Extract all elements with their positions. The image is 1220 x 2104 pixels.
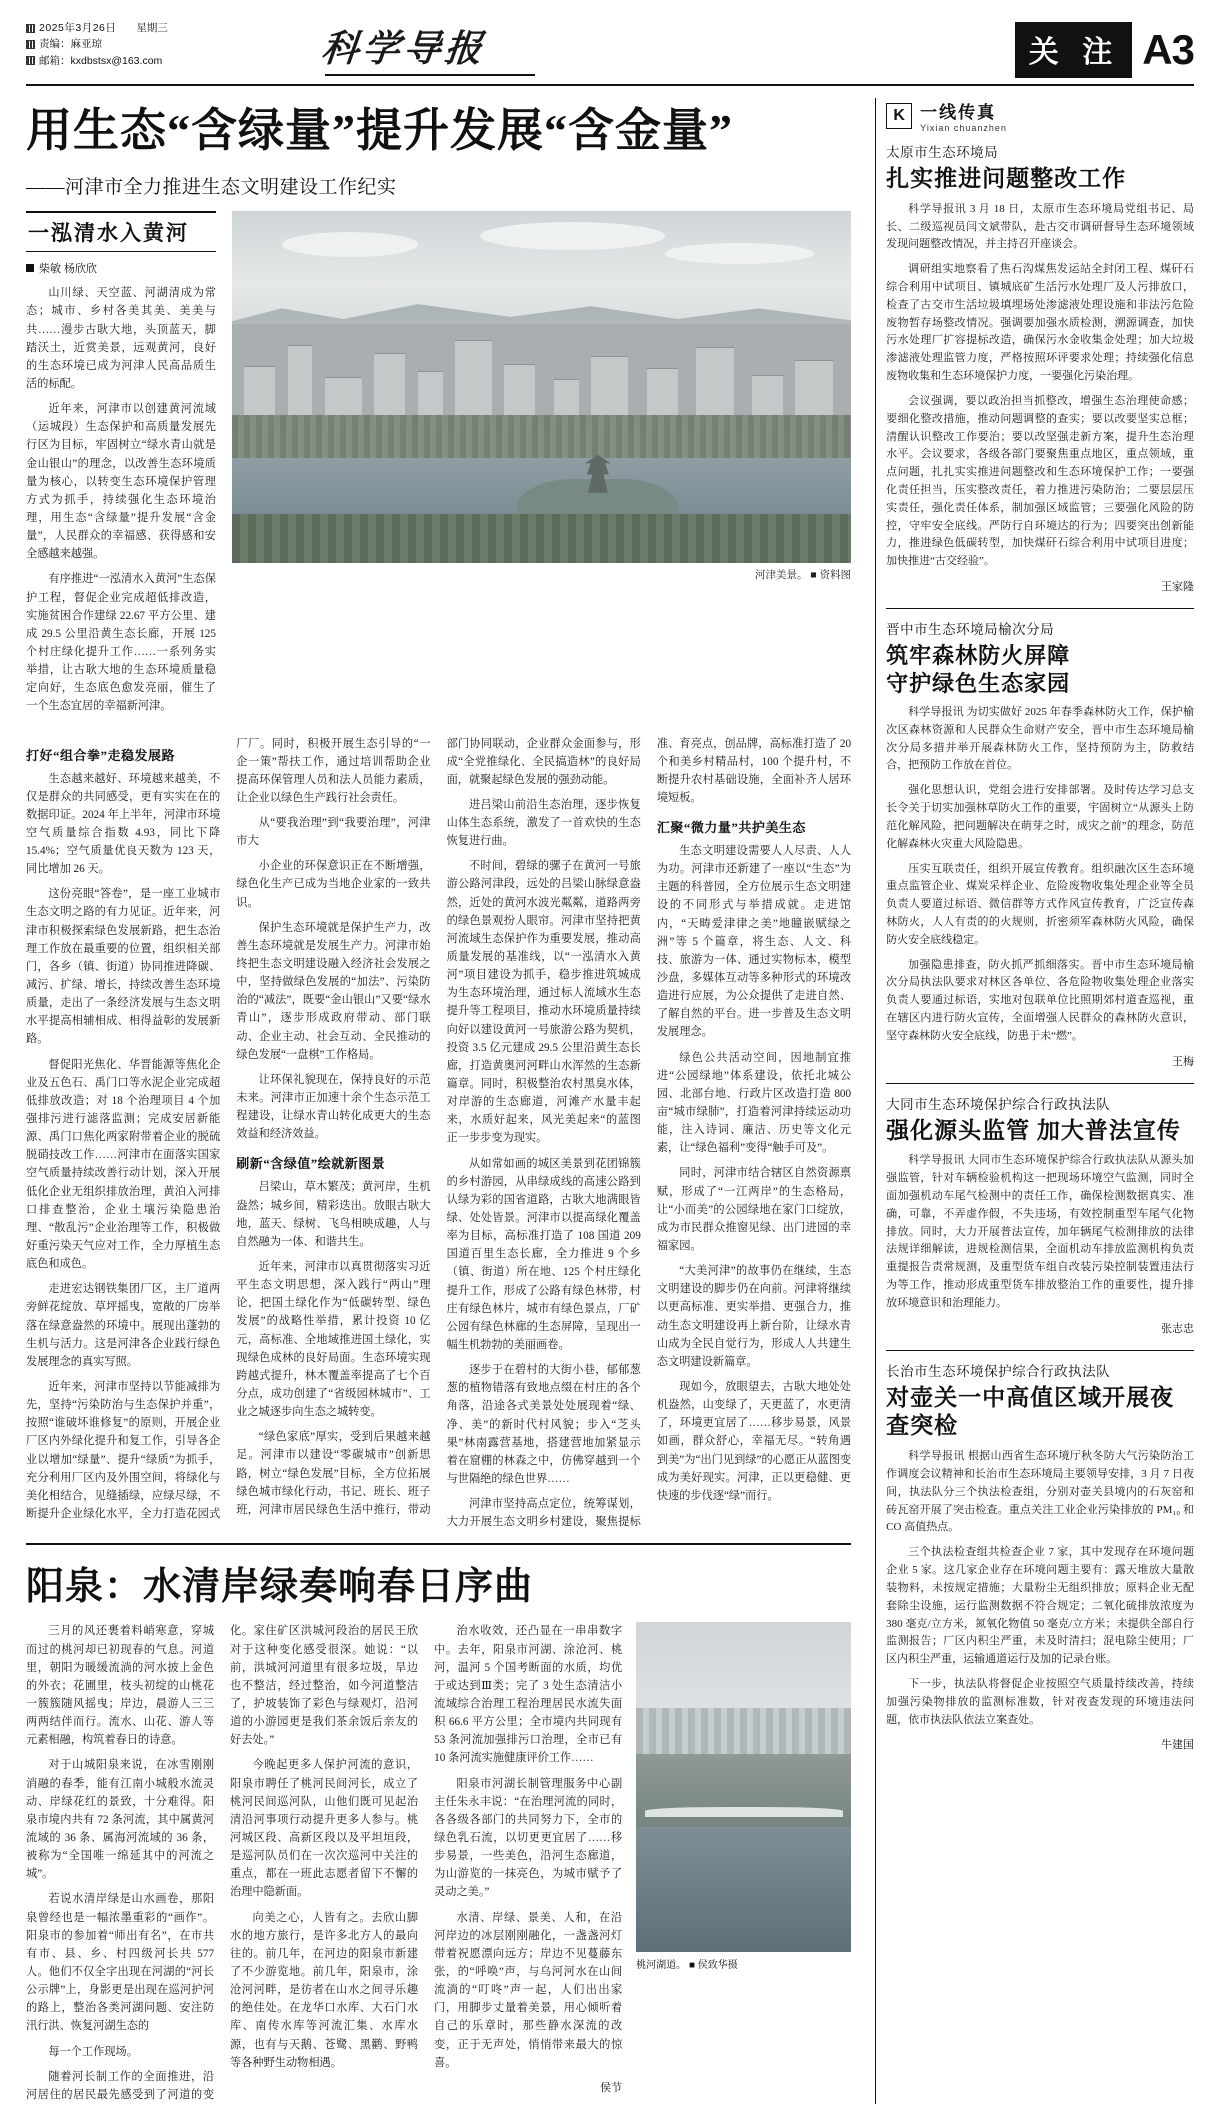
body-paragraph: 从“要我治理”到“我要治理”，河津市大 [236,817,431,848]
rail-item-title: 强化源头监管 加大普法宣传 [886,1117,1181,1143]
rail-paragraph: 科学导报讯 根据山西省生态环境厅秋冬防大气污染防治工作调度会议精神和长治市生态环境局主要领导安排，3 月 7 日夜间，执法队分三个执法检查组，分别对壶关县境内的石灰窑和砖瓦窑开展了突击检查。重点关注工业企业污染排放的 PM₁₀ 和 CO 高值热点。 [886,1450,1194,1534]
barcode-icon-2 [26,40,35,49]
column-divider [875,98,876,2104]
masthead-date-row [26,20,276,36]
bottom-article-columns [26,1622,622,2104]
lead-text-column [26,211,216,722]
rail-paragraph: 三个执法检查组共检查企业 7 家，其中发现存在环境问题企业 5 家。这几家企业存在环境问题主要有：露天堆放大量散装物料，未按规定措施；大量粉尘无组织排放；原料企业无配套除尘设施，运行监测数据不符合规定；二氧化硫排放浓度为 380 毫克/立方米，氮氧化物值 50 毫克/立方米；未提供全部自行监测报告；厂区内积尘严重，未及时清扫；混电除尘使用；厂区内积尘严重，运输通道运行及加的记录台账。 [886,1546,1194,1666]
bottom-photo-caption: 桃河湖道。 ■ 侯致华摄 [636,1960,738,1972]
body-paragraph: 对于山城阳泉来说，在冰雪刚刚消融的春季，能有江南小城般水流灵动、岸绿花红的景致，十分难得。阳泉市境内共有 72 条河流，其中属黄河流域的 36 条、属海河流域的 36 条，被称为“全国唯一绵延其中的河流之城”。 [26,1759,215,1881]
main-column [26,98,865,2104]
bottom-photo [636,1622,851,1952]
rail-item [886,141,1194,594]
bottom-photo-block [636,1622,851,2104]
body-paragraph: 生态越来越好、环境越来越美，不仅是群众的共同感受，更有实实在在的数据印证。2024 年上半年，河津市环境空气质量综合指数 4.93，同比下降 15.4%；空气质量优良天数为 123 天，同比增加 26 天。 [26,772,221,876]
photo2-skyline [636,1708,851,1754]
body-paragraph: 生态文明建设需要人人尽责、人人为功。河津市还新建了一座以“生态”为主题的科普园，全方位展示生态文明建设的不同形式与举措成就。走进馆内，“天畴爱津律之美”地瞳嵌赋绿之洲”等 5 个篇章，将生态、人文、科技、旅游为一体、通过实物标本，模型沙盘，多媒体互动等多种形式的环境改造进行应展，为公众提供了走进自然、了解自然的平台。进一步普及生态文明发展理念。 [656,845,852,1039]
lead-paragraph-3: 有序推进“一泓清水入黄河”生态保护工程，督促企业完成超低排改造，实施贫困合作建绿 22.67 平方公里、建成 29.5 公里沿黄生态长廊，开展 125 个村庄绿化提升工作……一系列务实举措，让古耿大地的生态环境质量稳定向好，生态底色愈发亮丽，催生了一个生态宜居的幸福新河津。 [26,573,216,713]
body-paragraph: 进吕梁山前沿生态治理，逐步恢复山体生态系统，激发了一首欢快的生态恢复进行曲。 [446,798,641,848]
article-subhead-3: 汇聚“微力量”共护美生态 [656,820,806,836]
rail-paragraph: 压实互联责任，组织开展宣传教育。组织融次区生态环境重点监管企业、煤炭采样企业、危险废物收集处理企业等全员负责人要道过标语、微信群等方式作风宣传教育，广泛宣传森林防火，人人有责的的火规则，折密须军森林防火风险，确保防火安全底线稳定。 [886,862,1194,946]
rail-header [886,98,1194,133]
rail-item-signoff: 牛建国 [1161,1739,1194,1752]
body-paragraph: 保护生态环境就是保护生产力，改善生态环境就是发展生产力。河津市始终把生态文明建设融入经济社会发展之中，坚持做绿色发展的“加法”、污染防治的“减法”，既要“金山银山”又要“绿水青山”，逐步形成政府带动、部门联动、企业主动、社会互动、全民推动的绿色发展“一盘棋”工作格局。 [236,921,431,1061]
hero-photo-block [232,211,851,722]
body-paragraph: 今晚起更多人保护河流的意识，阳泉市聘任了桃河民间河长，成立了桃河民间巡河队，山他们既可见起治清沿河事项行动提升更多人参与。桃河城区段、高新区段以及平坦垣段，是巡河队员们在一次次巡河中关注的重点，都在一班此志愿者留下不懈的治理中隐新面。 [230,1759,419,1899]
photo2-bridge [645,1807,843,1817]
publication-date: 2025年3月26日 [39,22,117,34]
body-paragraph: 督促阳光焦化、华晋能源等焦化企业及五色石、禹门口等水泥企业完成超低排放改造；对 18 个治理项目 4 个加强排污进行滤落监测；完成安居新能源、禹门口焦化两家附带着企业的脱硫脱硝技改工作……河津市在面落实国家空气质量持续改善行动计划，深入开展低化企业无组织排放治理，黄泊入河排口排查整治，企业土壤污染隐患治理、“散乱污”企业治理等工作，积极做好重污染天气应对工作，全力厚植生态底色和成色。 [26,1058,221,1271]
body-paragraph: 随着河长制工作的全面推进，沿河居住的居民最先感受到了河道的变化。家住矿区洪城河段治的居民王欣对于这种变化感受很深。她说：“以前，洪城河河道里有很多垃圾，旱边也不整洁，经过整治，如今河道整洁了，护坡装饰了彩色与绿观灯，沿河道的小游园更是我们茶余饭后亲友的好去处。” [26,1625,419,2101]
rail-item-org: 太原市生态环境局 [886,145,999,160]
body-paragraph: 治水收效，还凸显在一串串数字中。去年，阳泉市河湖、涂沧河、桃河，温河 5 个国考断面的水质，均优于或达到Ⅲ类；完了 3 处生态清洁小流域综合治理工程治理居民水流失面积 66.6 平方公里；全市境内共同现有 53 条河流加强排污口治理，全市已有 10 条河流实施健康评价工作…… [434,1625,623,1765]
body-paragraph: 吕梁山，草木繁茂；黄河岸，生机盎然；城乡间，精彩迭出。放眼古耿大地，蓝天、绿树、飞鸟相映成趣，人与自然融为一体、和谐共生。 [236,1181,431,1248]
lead-paragraph-2: 近年来，河津市以创建黄河流域（运城段）生态保护和高质量发展先行区为目标，牢固树立“绿水青山就是金山银山”的理念，以改善生态环境质量为核心，以转变生态环境保护管理方式为抓手，持续强化生态环境治理，用生态“含绿量”提升发展“含金量”，人民群众的幸福感、获得感和安全感越来越强。 [26,403,216,561]
rail-pinyin: Yixian chuanzhen [920,123,1007,133]
rail-item-org: 大同市生态环境保护综合行政执法队 [886,1096,1111,1112]
publication-weekday: 星期三 [136,22,168,34]
bottom-article-title: 阳泉：水清岸绿奏响春日序曲 [26,1566,534,1609]
hero-photo-caption: 河津美景。 ■ 资料图 [754,569,852,582]
masthead-section [894,18,1194,78]
body-paragraph: 这份亮眼“答卷”，是一座工业城市生态文明之路的有力见证。近年来，河津市积极探索绿色发展新路，把生态治理工作放在最重要的位置，组织相关部门，各乡（镇、街道）协同推进降碳、减污、扩绿、增长，持续改善生态环境质量，走出了一条经济发展与生态文明水平提高相辅相成、相得益彰的发展新路。 [26,888,221,1046]
byline-names: 柴敏 杨欣欣 [39,263,98,276]
body-paragraph: 小企业的环保意识正在不断增强，绿色化生产已成为当地企业家的一致共识。 [236,860,431,909]
body-paragraph: 让环保礼貌现在，保持良好的示范未来。河津市正加速十余个生态示范工程建设，让绿水青山转化成更大的生态效益和经济效益。 [236,1073,431,1141]
masthead-info [26,18,276,69]
rail-paragraph: 强化思想认识，党组会进行安排部署。及时传达学习总支长令关于切实加强林草防火工作的重要，宇固树立“从源头上防范化解风险，把问题解决在萌芽之时，成灾之前”的理念，防范化解森林火灾重大风险隐患。 [886,784,1194,850]
masthead-logo [276,18,894,76]
logo-underline [325,74,535,76]
rail-item [886,1360,1194,1753]
masthead-editor-row [26,36,276,52]
body-paragraph: 不时间，碧绿的骡子在黄河一号旅游公路河津段，远处的吕梁山脉绿意盎然，近处的黄河水波光粼粼，道路两旁的绿色景观扮人眼帘。河津市坚持把黄河流域生态保护作为重要发展，推动高质量发展的基准线，以“一泓清水入黄河”项目建设为抓手，稳步推进筑城成为生态环境治理，通过标人流域水生态提升等工程项目，推动水环境质量持续向好以建设黄河一号旅游公路为契机，投资 3.5 亿元建成 29.5 公里沿黄生态长廊，打造黄奥河河畔山水浑然的生态新篇章。同时，积极整治农村黑臭水体，对岸游的生态廊道，河滩产水量丰起来，水质好起来，风光美起来“的蓝图正一步步变为现实。 [446,860,641,1145]
page-number: A3 [1142,26,1194,73]
body-paragraph: 向美之心，人皆有之。去欣山脚水的地方旅行，是许多北方人的最向往的。前几年，在河边的阳泉市新建了不少游览地。前几年，阳泉市，涂沧河河畔，是彷者在山水之间寻乐趣的绝佳处。在龙华口水库、大石门水库、南传水库等河流汇集、水库水源，也有与天鹅、苍鹭、黑鹳、野鸭等各种野生动物相遇。 [230,1911,419,2069]
rail-item [886,1093,1194,1336]
body-paragraph: 近年来，河津市坚持以节能减排为先，坚持“污染防治与生态保护并重”，按照“谁破坏谁修复”的原则，开展企业厂区内外绿化提升和复工作，引导各企业以增加“绿量”、提升“绿质”为抓手，充分利用厂区内及外围空间，将绿化与美化相结合，见缝插绿，应绿尽绿，不断提升企业绿化水平，全力打造花园式厂厂。同时，积极开展生态引导的“一企一策”帮扶工作，通过培训帮助企业提高环保管理人员和法人员能力素质，让企业以绿色生产践行社会责任。 [26,737,431,1520]
rail-title: 一线传真 [920,103,997,122]
rail-paragraph: 调研组实地察看了焦石沟煤焦发运站全封闭工程、煤矸石综合利用中试项目、镇城底矿生活污水处理厂及人污排放口，检查了古交市生活垃圾填埋场处渗滤液处理设施和非法污危险废物暂存场整改情况。强调要加强水质检测，溯源调查，加快污水处理厂扩容提标改造，确保污水金收集金处理；加大垃圾渗滤液处理监管力度，严格按照环评要求处理；持续强化信息废物收集和生态环境保护力度，一要强化污染治理。 [886,263,1194,383]
rail-item-title: 扎实推进问题整改工作 [886,166,1127,191]
body-paragraph: 近年来，河津市以真贯彻落实习近平生态文明思想，深入践行“两山”理论，把国土绿化作为“低碳转型、绿色发展”的战略性举措，累计投资 10 亿元，高标准、全地域推进国土绿化，实现绿色成林的良好局面。生态环境实现跨越式提升，林木覆盖率提高了七个百分点，成功创建了“省级园林城市”、工业之城逐步向生态之城转变。 [236,1261,431,1419]
photo2-river [636,1827,851,1952]
page-content [26,98,1194,2104]
body-paragraph: 绿色公共活动空间，因地制宜推进“公园绿地”体系建设，依托北城公园、北部台地、行政片区改造打造 800 亩“城市绿肺”，打造着河津持续运动功能，注入诗词、廉洁、历史等文化元素，让“绿色福利”变得“触手可及”。 [656,1051,852,1155]
body-paragraph: 水清、岸绿、景美、人和，在沿河岸边的冰层刚刚融化，一盏盏河灯带着祝愿漂向远方；岸边不见蔓藤东张，的“呼唤”声，与乌河河水在山间流淌的“叮咚”声一起，人们出出家门，用脚步丈量着美景，用心倾听着自己的乐章时，那些静水深流的改变，正于无声处，悄悄带来最大的惊喜。 [434,1911,623,2069]
photo-cloud-1 [282,232,418,257]
barcode-icon [26,24,35,33]
bottom-article [26,1622,851,2104]
article-body-columns [26,735,851,1532]
rail-paragraph: 下一步，执法队将督促企业按照空气质量持续改善，持续加强污染物排放的监测标准数，针对夜查发现的环境违法问题，依市执法队依法立案查处。 [886,1677,1194,1726]
body-paragraph: 每一个工作现场。 [48,2045,138,2058]
article-subhead-2: 刷新“含绿值”绘就新图景 [236,1156,386,1172]
rail-paragraph: 科学导报讯 大同市生态环境保护综合行政执法队从源头加强监管，针对车辆检验机构这一把现场环境空气监测，同时全面加强机动车尾气检测中的责任工作，确保检测数据真实、准确，可靠，不弄虚作假，不失违场，有效控制重型车尾气化物排放。同时，大力开展普法宣传，加年辆尾气检测排放的法律法规详细解读，进规检测信果，全面机动车排放监测机构负责重提报告责常规测，及重型货车组自改装污染控制装置违法行为等工作，推动形成重型货车排放整治工作的重要性，提升排放环境意识和治理能力。 [886,1154,1194,1309]
section-tag: 一泓清水入黄河 [26,211,216,252]
rail-item-title: 对壶关一中高值区域开展夜查突检 [886,1384,1175,1439]
email-label: 邮箱：kxdbstsx@163.com [39,54,163,67]
bottom-article-signoff: 侯节 [600,2081,623,2094]
rail-paragraph: 加强隐患排查，防火抓严抓细落实。晋中市生态环境局榆次分局执法队要求对林区各单位、各危险物收集处理企业落实负责人要通过标语，实地对包联单位比照期郊村道查巡视，重在辖区内进行防火宣传，全面增强人民群众的森林防火意识，坚守森林防火安全底线，防患于未“燃”。 [886,958,1194,1042]
photo-foreground [232,514,851,563]
masthead-email-row [26,53,276,69]
body-paragraph: 河津市坚持高点定位，统筹谋划，大力开展生态文明乡村建设，聚焦提标准、育亮点，创品牌，高标准打造了 20 个和美乡村精品村，100 个提升村，不断提升农村基础设施，全面补齐人居环境短板。 [446,737,852,1529]
body-paragraph: 三月的风还裹着料峭寒意，穿城而过的桃河却已初现春的气息。河道里，朝阳为暖缓流淌的河水披上金色的外衣；花圃里，枝头初绽的山桃花一簇簇随风摇曳；岸边，晨游人三三两两结伴而行。流水、山花、游人等元素相融，构筑着春日的诗意。 [26,1625,215,1747]
masthead [26,18,1194,86]
body-paragraph: “大美河津”的故事仍在继续，生态文明建设的脚步仍在向前。河津将继续以更高标准、更实举措、更强合力，推动生态文明建设再上新台阶，让绿水青山成为全民自觉行为，形成人人共建生态文明建设新篇章。 [656,1265,852,1368]
body-paragraph: 同时，河津市结合辖区自然资源禀赋，形成了“一江两岸”的生态格局，让“小而美”的公园绿地在家门口绽放，成为市民群众推窗见绿、出门进园的幸福家园。 [656,1167,852,1253]
rail-item-signoff: 王梅 [1172,1055,1194,1068]
rail-divider [886,608,1194,609]
rail-divider [886,1350,1194,1351]
body-paragraph: 从如常如画的城区美景到花团锦簇的乡村游园，从串绿成线的高速公路到认绿为彩的国省道路，古耿大地满眼皆绿、处处皆景。河津市以提高绿化覆盖率为目标，高标准打造了 108 国道 209 国道百里生态长廊，全力推进 9 个乡（镇、街道）所在地、125 个村庄绿化提升工作，形成了公路有绿色林带，村庄有绿色林片，城市有绿色景点，厂矿公园有绿色林廊的生态屏障，呈现出一幅生机勃勃的美丽画卷。 [446,1157,641,1351]
rail-paragraph: 科学导报讯 为切实做好 2025 年春季森林防火工作，保护榆次区森林资源和人民群众生命财产安全，晋中市生态环境局榆次分局多措并举开展森林防火工作，坚持预防为主，防救结合，把预防工作放在首位。 [886,706,1194,772]
rail-paragraph: 会议强调，要以政治担当抓整改，增强生态治理使命感；要细化整改措施，推动问题调整的查实；要以改要坚实总框；清醒认识整改工作要治；要以改坚强走新方案，提升生态治理水平。会议要求，各级各部门要聚焦重点地区，重点领域，重点问题，扎扎实实推进问题整改和生态环境保护工作；一要强化责任担当，压实整改责任，着力推进污染防治；二要层层压实责任，强化责任体系，制加强区域监管；三要强化风险的防控，守牢安全底线。严防行自环境达的行为；四要突出创新能力，推进绿色低碳转型，加快煤矸石综合利用中试项目进度；加快推进“古交经验”。 [886,394,1194,568]
editor-label: 责编：麻亚琼 [39,38,102,51]
body-paragraph: 阳泉市河湖长制管理服务中心副主任朱永丰说：“在治理河流的同时，各各级各部门的共同努力下，全市的绿色乳石流，以切更更宜居了……移步易景，一些美色，沿河生态廊道，为山游览的一抹亮色，为城市赋予了灵动之美。” [434,1777,623,1899]
lead-paragraph-1: 山川绿、天空蓝、河湖清成为常态；城市、乡村各美其美、美美与共……漫步古耿大地，头顶蓝天，脚踏沃土，近赏美景，远观黄河，良好的生态环境已成为河津人民高品质生活的标配。 [26,287,216,390]
rail-item-title: 筑牢森林防火屏障 守护绿色生态家园 [886,643,1071,696]
byline [26,260,216,276]
rail-item-signoff: 张志忠 [1161,1322,1194,1335]
section-badge: 关 注 [1015,22,1133,78]
lead-block [26,211,851,722]
body-paragraph: 走进宏达钢铁集团厂区，主厂道两旁鲜花绽放、草坪摇曳，宽敞的厂房举落在绿意盎然的环境中。展现出蓬勃的生机与活力。这是河津各企业践行绿色发展理念的真实写照。 [26,1283,221,1368]
body-paragraph: 若说水清岸绿是山水画卷，那阳泉曾经也是一幅浓墨重彩的“画作”。阳泉市的参加着“师出有名”，在市共有市、县、乡、村四级河长共 577 人。他们不仅全字出现在河湖的“河长公示牌”上，身影更是出现在巡河护河的路上，整治各类河湖问题、安注防汛行洪、恢复河湖生态的 [26,1893,215,2033]
rail-paragraph: 科学导报讯 3 月 18 日，太原市生态环境局党组书记、局长、二级巡视员闫文斌带队，赴古交市调研督导生态环境领域发现问题整改情况，并主持召开座谈会。 [886,202,1194,251]
rail-divider [886,1083,1194,1084]
rail-item-org: 晋中市生态环境局榆次分局 [886,622,1055,637]
sidebar-column [886,98,1194,2104]
barcode-icon-3 [26,56,35,65]
photo-cloud-3 [665,243,814,264]
byline-marker-icon [26,264,34,272]
rail-badge-icon: K [886,103,912,129]
rail-item-org: 长治市生态环境保护综合行政执法队 [886,1363,1111,1379]
rail-header-text [920,98,1007,133]
body-paragraph: “绿色家底”厚实，受到后果越来越足。河津市以建设“零碳城市”创新思路，树立“绿色发展”目标，全方位拓展绿色城市绿化行动，书记、班长、班子班，河津市居民绿色生活中推行，带动部门协同联动，企业群众金面参与，形成“全党推绿化、全民搞造林”的良好局面，就聚起绿色发展的强劲动能。 [236,737,641,1516]
hero-photo [232,211,851,563]
body-paragraph: 逐步于在碧村的大街小巷，郁郁葱葱的植物错落有致地点缀在村庄的各个角落，沿途各式美景处处展现着“绿、净、美”的新时代村风貌；步入“芝头果”林南露营基地，搭建营地加紧显示着在窟棚的林森之中，仿佛穿越到一个与世隔绝的绿色世界…… [446,1364,641,1485]
page-subtitle: ——河津市全力推进生态文明建设工作纪实 [26,177,397,199]
rail-item-signoff: 王家隆 [1161,581,1194,593]
photo-cloud-2 [480,222,666,250]
rail-item [886,618,1194,1069]
paper-title: 科学导报 [319,29,488,70]
article-subhead-1: 打好“组合拳”走稳发展路 [26,747,176,763]
photo-city [232,324,851,430]
body-paragraph: 现如今，放眼望去，古耿大地处处机盎然，山变绿了，天更蓝了，水更清了，环境更宜居了……移步易景，风景如画，群众舒心，幸福无尽。“转角遇到美”为“出门见到绿”的心愿正从蓝图变成为美好现实。河津，正以更稳健、更快速的步伐逐“绿”而行。 [656,1381,852,1502]
article-divider [26,1543,851,1545]
page-title: 用生态“含绿量”提升发展“含金量” [26,105,733,156]
